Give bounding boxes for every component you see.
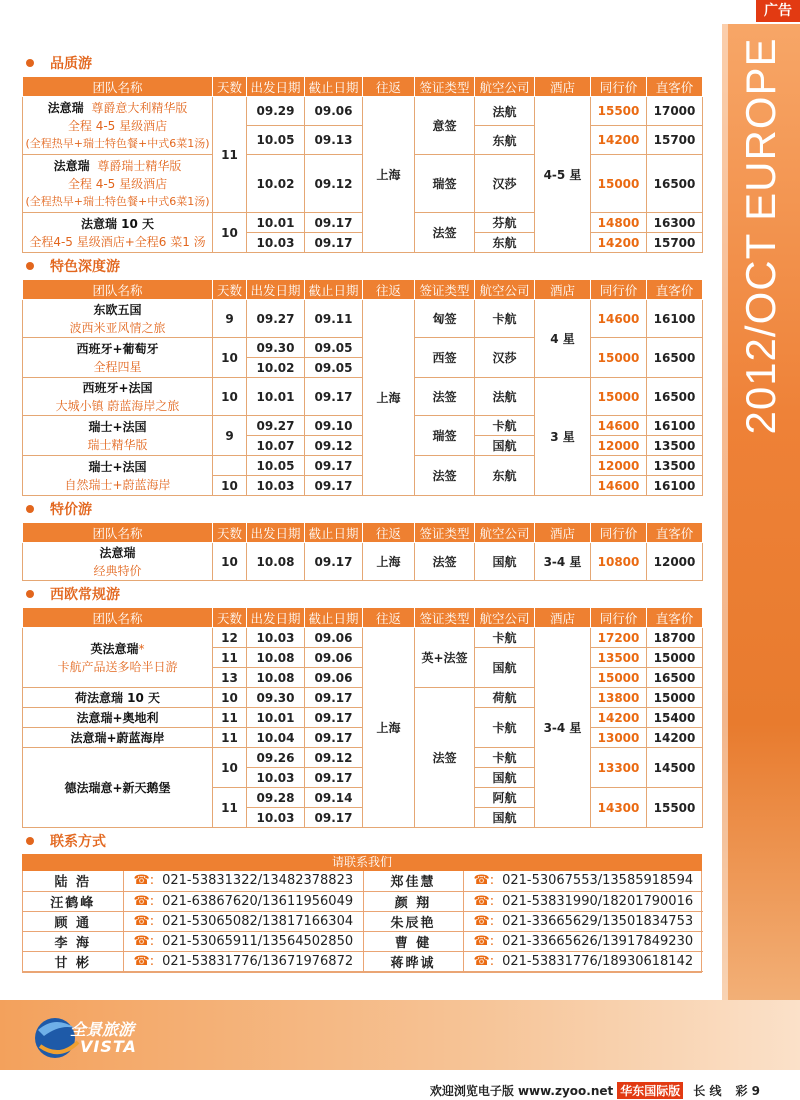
section-title-quality: 品质游 — [22, 50, 704, 76]
table-row: 10.05 09.13 东航 14200 15700 — [23, 126, 703, 155]
table-header: 团队名称 天数 出发日期 截止日期 往返 签证类型 航空公司 酒店 同行价 直客价 — [23, 77, 703, 97]
phone-icon: ☎: — [133, 933, 155, 949]
table-row: 法意瑞+奥地利 11 10.01 09.17 卡航 14200 15400 — [23, 708, 703, 728]
bullet-icon — [26, 505, 34, 513]
table-row: 英法意瑞* 卡航产品送多哈半日游 12 10.03 09.06 上海 英+法签 卡航 3-4 星 17200 18700 — [23, 628, 703, 648]
contact-name: 甘 彬 — [23, 951, 123, 971]
table-header: 团队名称 天数 出发日期 截止日期 往返 签证类型 航空公司 酒店 同行价 直客价 — [23, 523, 703, 543]
table-row: 荷法意瑞 10 天 10 09.30 09.17 法签 荷航 13800 15000 — [23, 688, 703, 708]
contact-phone[interactable]: ☎: 021-53065911/13564502850 — [123, 931, 363, 951]
side-title: 2012/OCT EUROPE — [737, 37, 784, 435]
logo-cn: 全景旅游 — [70, 1020, 135, 1039]
phone-icon: ☎: — [133, 873, 155, 889]
contact-name: 蒋晔诚 — [363, 951, 463, 971]
ad-tag: 广告 — [756, 0, 800, 22]
contact-name: 颜 翔 — [363, 891, 463, 911]
special-tour-table — [22, 522, 703, 581]
contact-row — [23, 911, 703, 931]
phone-icon: ☎: — [133, 953, 155, 969]
contact-phone[interactable]: ☎: 021-53831990/18201790016 — [463, 891, 703, 911]
table-row: 东欧五国 波西米亚风情之旅 9 09.27 09.11 上海 匈签 卡航 4 星 14600 16100 — [23, 300, 703, 338]
contact-phone[interactable]: ☎: 021-53831776/18930618142 — [463, 951, 703, 971]
section-title-special: 特价游 — [22, 496, 704, 522]
section-title-featured: 特色深度游 — [22, 253, 704, 279]
contact-row — [23, 951, 703, 971]
table-row: 10.03 09.17 国航 — [23, 808, 703, 828]
table-row: 法意瑞 经典特价 10 10.08 09.17 上海 法签 国航 3-4 星 10800 12000 — [23, 543, 703, 581]
table-row: 法意瑞 10 天 全程4-5 星级酒店+全程6 菜1 汤 10 10.01 09.17 法签 芬航 14800 16300 — [23, 213, 703, 233]
table-row: 10.02 09.05 — [23, 358, 703, 378]
contact-header: 请联系我们 — [22, 854, 702, 871]
section-title-west-europe: 西欧常规游 — [22, 581, 704, 607]
contact-phone[interactable]: ☎: 021-33665626/13917849230 — [463, 931, 703, 951]
table-row: 11 10.08 09.06 国航 13500 15000 — [23, 648, 703, 668]
site-link[interactable]: www.zyoo.net — [517, 1083, 614, 1098]
contact-name: 汪鹤峰 — [23, 891, 123, 911]
contact-phone[interactable]: ☎: 021-53065082/13817166304 — [123, 911, 363, 931]
bullet-icon — [26, 59, 34, 67]
contact-name: 李 海 — [23, 931, 123, 951]
contact-name: 顾 通 — [23, 911, 123, 931]
table-row: 10.07 09.12 国航 12000 13500 — [23, 436, 703, 456]
side-band — [722, 24, 800, 1024]
contact-table — [23, 871, 703, 972]
table-row: 西班牙+法国 大城小镇 蔚蓝海岸之旅 10 10.01 09.17 法签 法航 3 星 15000 16500 — [23, 378, 703, 416]
west-europe-tour-table — [22, 607, 703, 828]
table-row: 西班牙+葡萄牙 全程四星 10 09.30 09.05 西签 汉莎 15000 16500 — [23, 338, 703, 358]
contact-row — [23, 931, 703, 951]
contact-phone[interactable]: ☎: 021-33665629/13501834753 — [463, 911, 703, 931]
section-title-contact: 联系方式 — [22, 828, 704, 854]
table-row: 13 10.08 09.06 15000 16500 — [23, 668, 703, 688]
table-row: 法意瑞 尊爵意大利精华版 全程 4-5 星级酒店 (全程热早+瑞士特色餐+中式6菜1汤) 11 09.29 09.06 上海 意签 法航 4-5 星 15500 17000 — [23, 97, 703, 126]
contact-phone[interactable]: ☎: 021-53831776/13671976872 — [123, 951, 363, 971]
table-row: 11 09.28 09.14 阿航 14300 15500 — [23, 788, 703, 808]
contact-name: 陆 浩 — [23, 871, 123, 891]
bottom-bar: 欢迎浏览电子版 www.zyoo.net 华东国际版 长 线 彩 9 — [429, 1083, 760, 1098]
phone-icon: ☎: — [473, 913, 495, 929]
contact-row — [23, 891, 703, 911]
contact-phone[interactable]: ☎: 021-53067553/13585918594 — [463, 871, 703, 891]
phone-icon: ☎: — [473, 893, 495, 909]
table-header: 团队名称 天数 出发日期 截止日期 往返 签证类型 航空公司 酒店 同行价 直客价 — [23, 608, 703, 628]
table-row: 法意瑞+蔚蓝海岸 11 10.04 09.17 13000 14200 — [23, 728, 703, 748]
featured-tour-table — [22, 279, 703, 496]
contact-name: 郑佳慧 — [363, 871, 463, 891]
content — [22, 50, 704, 973]
phone-icon: ☎: — [473, 873, 495, 889]
phone-icon: ☎: — [133, 913, 155, 929]
table-row: 10.03 09.17 东航 14200 15700 — [23, 233, 703, 253]
bullet-icon — [26, 262, 34, 270]
contact-name: 朱辰艳 — [363, 911, 463, 931]
contact-row — [23, 871, 703, 891]
table-header: 团队名称 天数 出发日期 截止日期 往返 签证类型 航空公司 酒店 同行价 直客价 — [23, 280, 703, 300]
table-row: 10.03 09.17 国航 — [23, 768, 703, 788]
contact-phone[interactable]: ☎: 021-63867620/13611956049 — [123, 891, 363, 911]
bullet-icon — [26, 590, 34, 598]
table-row: 瑞士+法国 自然瑞士+蔚蓝海岸 10.05 09.17 法签 东航 12000 13500 — [23, 456, 703, 476]
phone-icon: ☎: — [133, 893, 155, 909]
phone-icon: ☎: — [473, 933, 495, 949]
logo-en: VISTA — [80, 1037, 137, 1056]
contact-name: 曹 健 — [363, 931, 463, 951]
table-row: 瑞士+法国 瑞士精华版 9 09.27 09.10 瑞签 卡航 14600 16100 — [23, 416, 703, 436]
table-row: 10 10.03 09.17 14600 16100 — [23, 476, 703, 496]
bullet-icon — [26, 837, 34, 845]
quality-tour-table: 团队名称 天数 出发日期 截止日期 往返 签证类型 航空公司 酒店 同行价 直客价 法意瑞 尊爵意大利精华版 全程 4-5 星级酒店 (全程热早+瑞士特色餐+中式6菜1汤) 11 09.29 09.06 上海 意签 法航 4-5 星 15500 17000 10.05 09.13 东航 14200 15700 法意瑞 尊爵瑞士精华版 全程 4-5 星级酒店 (全程热早+瑞士特色餐+中式6菜1汤) 10.02 09.12 瑞签 汉莎 15000 16500 法意瑞 10 天 全程4-5 星级酒店+全程6 菜1 汤 10 10.01 09.17 法签 芬航 14800 16300 10.03 09.17 东航 14200 15700 — [22, 76, 703, 253]
phone-icon: ☎: — [473, 953, 495, 969]
contact-phone[interactable]: ☎: 021-53831322/13482378823 — [123, 871, 363, 891]
table-row: 德法瑞意+新天鹅堡 10 09.26 09.12 卡航 13300 14500 — [23, 748, 703, 768]
